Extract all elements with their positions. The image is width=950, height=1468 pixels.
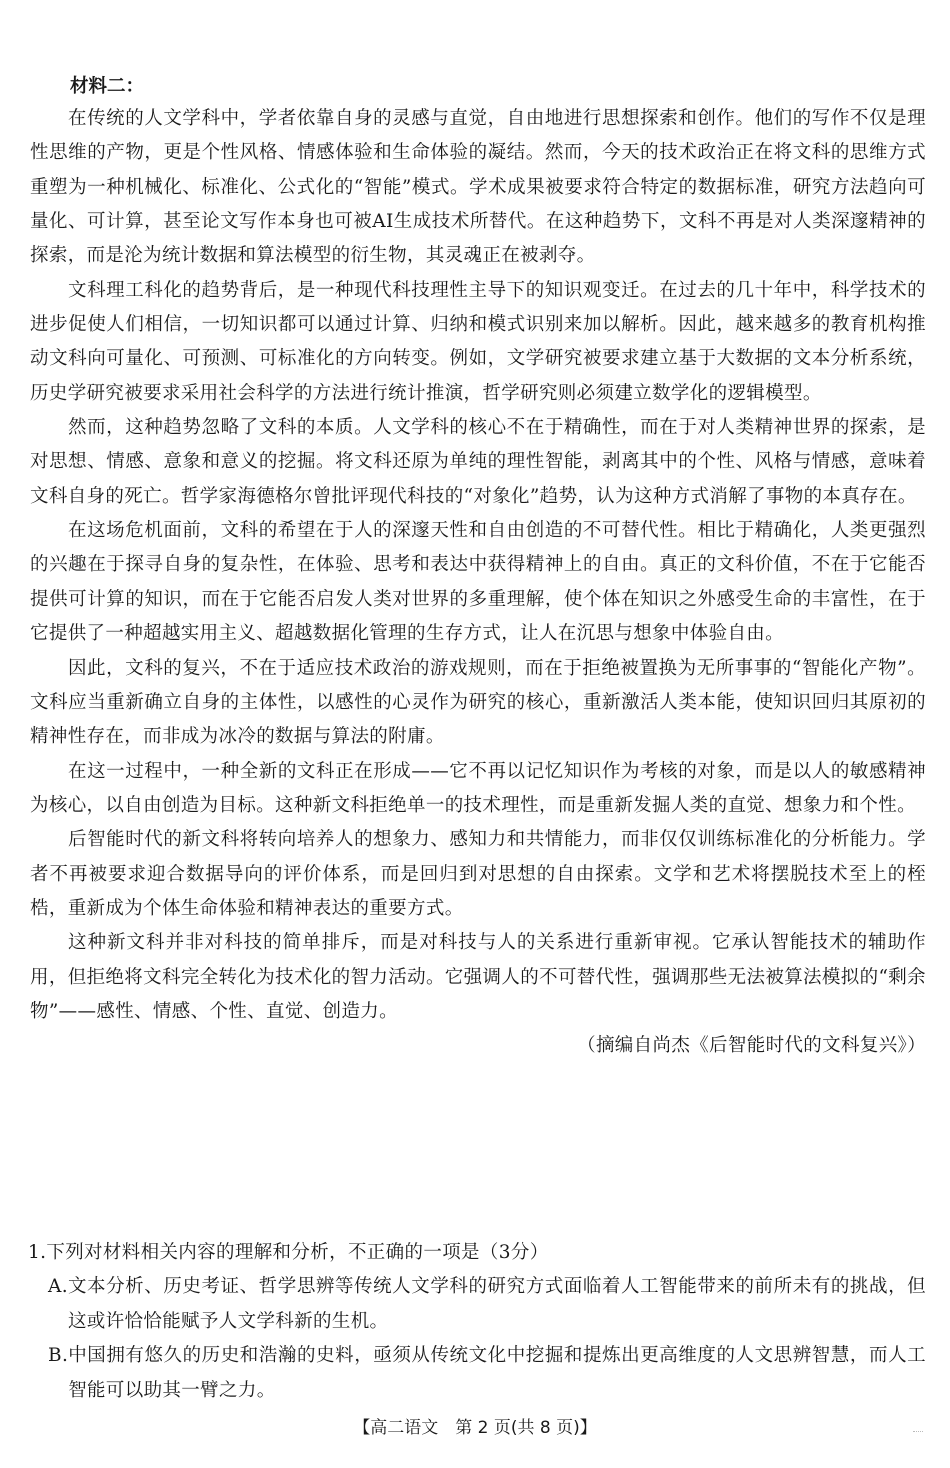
paragraph: 然而，这种趋势忽略了文科的本质。人文学科的核心不在于精确性，而在于对人类精神世界的探索，是对思想、情感、意象和意义的挖掘。将文科还原为单纯的理性智能，剥离其中的个性、风格与情感，意味着文科自身的死亡。哲学家海德格尔曾批评现代科技的“对象化”趋势，认为这种方式消解了事物的本真存在。	[30, 417, 926, 507]
question-stem: 1.下列对材料相关内容的理解和分析，不正确的一项是（3分）	[28, 1242, 549, 1263]
paragraph: 在这一过程中，一种全新的文科正在形成——它不再以记忆知识作为考核的对象，而是以人的敏感精神为核心，以自由创造为目标。这种新文科拒绝单一的技术理性，而是重新发掘人类的直觉、想象力和个性。	[30, 760, 926, 816]
scan-mark	[913, 1431, 923, 1436]
material-body	[30, 102, 926, 1064]
option-letter: B.	[48, 1345, 69, 1367]
question-1	[28, 1236, 926, 1408]
paragraph: 因此，文科的复兴，不在于适应技术政治的游戏规则，而在于拒绝被置换为无所事事的“智能化产物”。文科应当重新确立自身的主体性，以感性的心灵作为研究的核心，重新激活人类本能，使知识回归其原初的精神性存在，而非成为冰冷的数据与算法的附庸。	[30, 657, 926, 748]
option-a	[48, 1270, 926, 1339]
paragraph: 后智能时代的新文科将转向培养人的想象力、感知力和共情能力，而非仅仅训练标准化的分析能力。学者不再被要求迎合数据导向的评价体系，而是回归到对思想的自由探索。文学和艺术将摆脱技术至上的桎梏，重新成为个体生命体验和精神表达的重要方式。	[30, 829, 926, 919]
option-text: 中国拥有悠久的历史和浩瀚的史料，亟须从传统文化中挖掘和提炼出更高维度的人文思辨智慧，而人工智能可以助其一臂之力。	[68, 1345, 926, 1401]
page-footer: 【高二语文 第 2 页(共 8 页)】	[353, 1418, 597, 1438]
paragraph: 这种新文科并非对科技的简单排斥，而是对科技与人的关系进行重新审视。它承认智能技术的辅助作用，但拒绝将文科完全转化为技术化的智力活动。它强调人的不可替代性，强调那些无法被算法模拟的“剩余物”——感性、情感、个性、直觉、创造力。	[30, 932, 926, 1022]
paragraph: 在这场危机面前，文科的希望在于人的深邃天性和自由创造的不可替代性。相比于精确化，人类更强烈的兴趣在于探寻自身的复杂性，在体验、思考和表达中获得精神上的自由。真正的文科价值，不在于它能否提供可计算的知识，而在于它能否启发人类对世界的多重理解，使个体在知识之外感受生命的丰富性，在于它提供了一种超越实用主义、超越数据化管理的生存方式，让人在沉思与想象中体验自由。	[30, 520, 926, 645]
paragraph: 文科理工科化的趋势背后，是一种现代科技理性主导下的知识观变迁。在过去的几十年中，科学技术的进步促使人们相信，一切知识都可以通过计算、归纳和模式识别来加以解析。因此，越来越多的教育机构推动文科向可量化、可预测、可标准化的方向转变。例如，文学研究被要求建立基于大数据的文本分析系统，历史学研究被要求采用社会科学的方法进行统计推演，哲学研究则必须建立数学化的逻辑模型。	[30, 279, 926, 404]
option-b	[48, 1339, 926, 1408]
source-citation: （摘编自尚杰《后智能时代的文科复兴》）	[577, 1035, 926, 1057]
option-text: 文本分析、历史考证、哲学思辨等传统人文学科的研究方式面临着人工智能带来的前所未有的挑战，但这或许恰恰能赋予人文学科新的生机。	[67, 1276, 926, 1332]
option-letter: A.	[48, 1276, 68, 1298]
paragraph: 在传统的人文学科中，学者依靠自身的灵感与直觉，自由地进行思想探索和创作。他们的写作不仅是理性思维的产物，更是个性风格、情感体验和生命体验的凝结。然而，今天的技术政治正在将文科的思维方式重塑为一种机械化、标准化、公式化的“智能”模式。学术成果被要求符合特定的数据标准，研究方法趋向可量化、可计算，甚至论文写作本身也可被AI生成技术所替代。在这种趋势下，文科不再是对人类深邃精神的探索，而是沦为统计数据和算法模型的衍生物，其灵魂正在被剥夺。	[30, 108, 926, 267]
material-heading: 材料二：	[70, 76, 145, 97]
